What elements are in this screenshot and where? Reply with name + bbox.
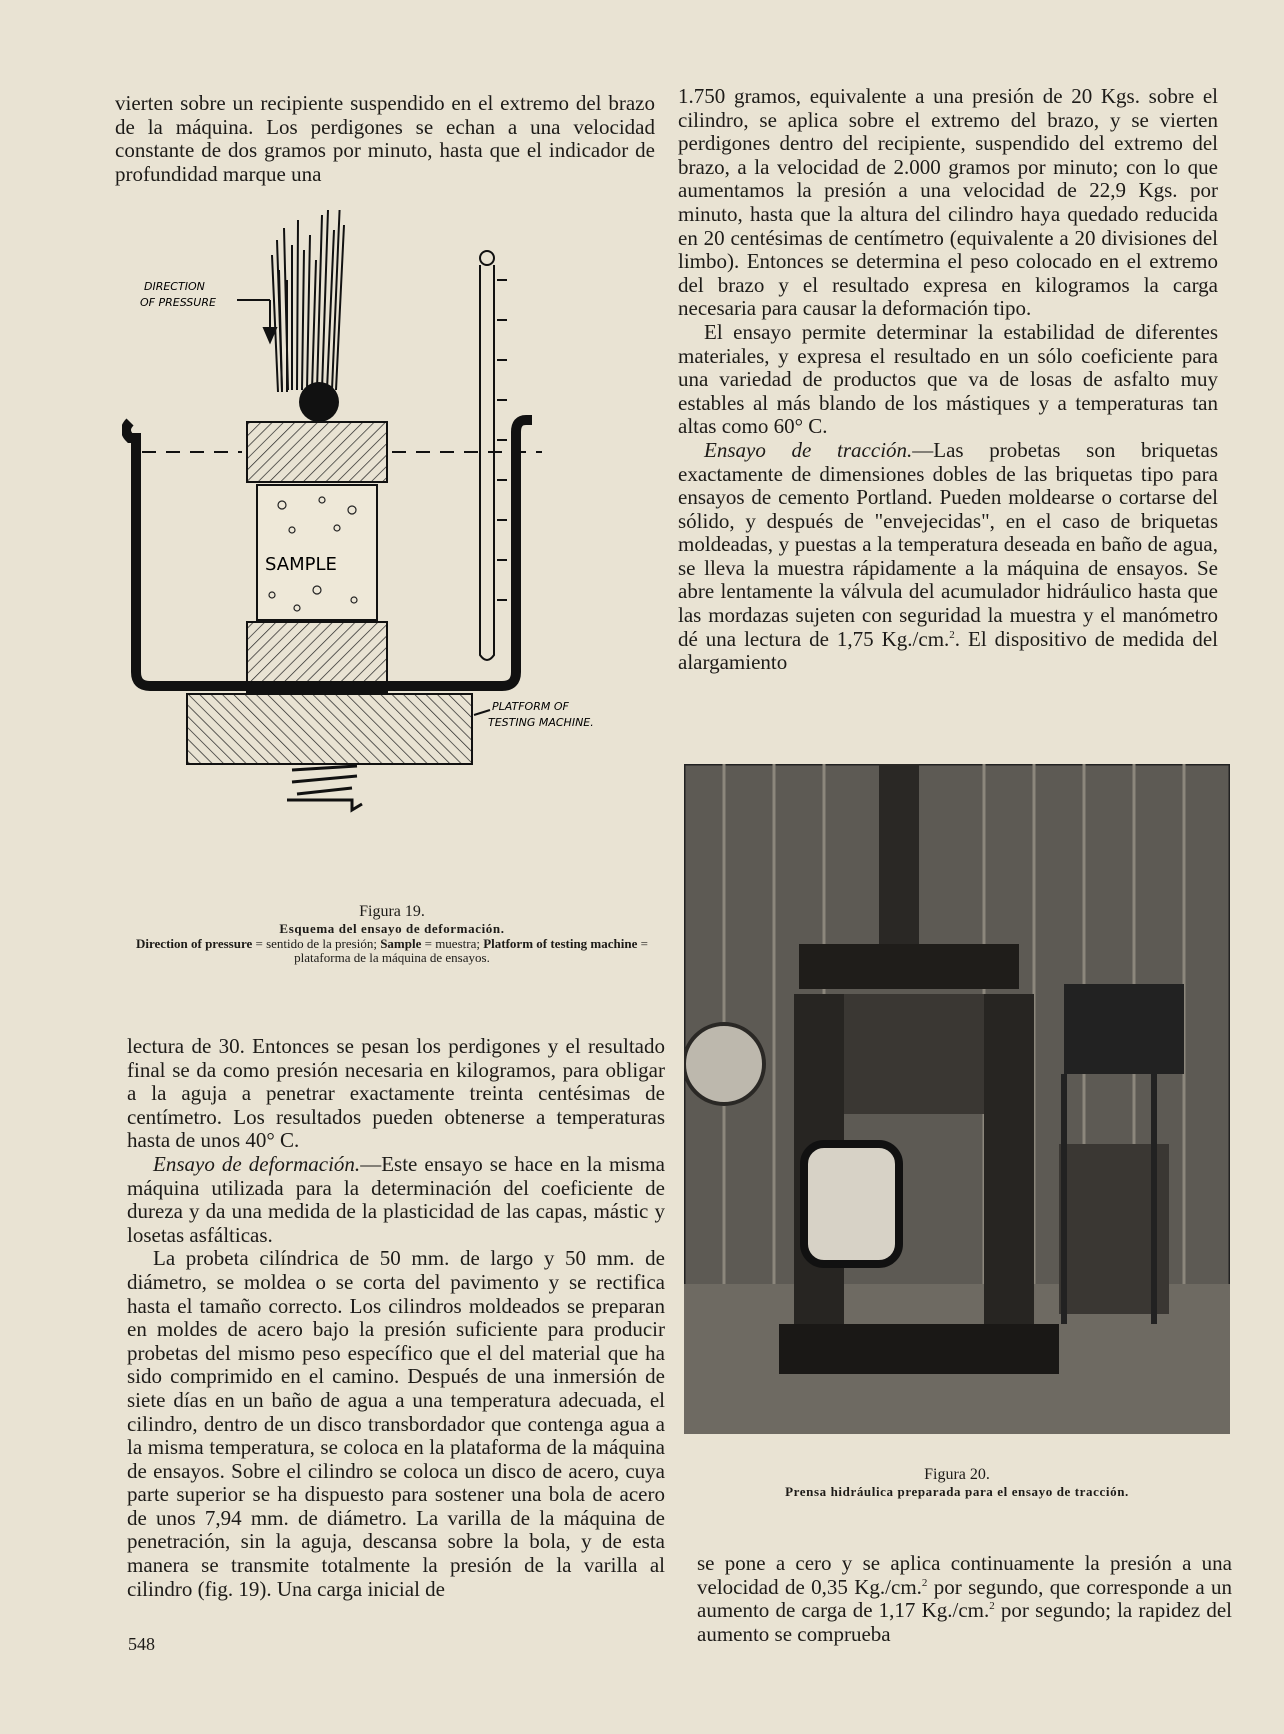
photo-pressure-gauge (684, 1024, 764, 1104)
section-heading: Ensayo de deformación. (153, 1151, 361, 1176)
photo-crosshead (799, 944, 1019, 989)
right-column-top-text (678, 85, 1218, 675)
photo-base (779, 1324, 1059, 1374)
label-platform-2: TESTING MACHINE. (488, 716, 594, 729)
left-column-bottom-text (127, 1035, 665, 1601)
label-direction-1: DIRECTION (144, 280, 205, 293)
figure-19-subtitle: Esquema del ensayo de deformación. (279, 921, 505, 936)
label-sample: SAMPLE (265, 554, 337, 575)
left-column-top-text (115, 92, 655, 186)
paragraph: El ensayo permite determinar la estabilidad de diferentes materiales, y expresa el resultado en un sólo coeficiente para una variedad de productos que va de losas de asfalto muy estables al más blando de los mástiques y a temperaturas tan altas como 60° C. (678, 319, 1218, 439)
photo-grip (804, 1144, 899, 1264)
thermometer-drawing (480, 251, 507, 660)
photo-recorder-box (1064, 984, 1184, 1074)
figure-19-caption (122, 903, 662, 965)
paragraph: Ensayo de tracción.—Las probetas son briquetas exactamente de dimensiones dobles de las briquetas tipo para ensayos de cemento Portland. Pueden moldearse o cortarse del sólido, y después de "envejecidas", en el caso de briquetas moldeadas, y puestas a la temperatura deseada en baño de agua, se lleva la muestra rápidamente a la máquina de ensayos. Se abre lentamente la válvula del acumulador hidráulico hasta que las mordazas sujeten con seguridad la muestra y el manómetro dé una lectura de 1,75 Kg./cm.$^2$. El dispositivo de medida del alargamiento (678, 437, 1218, 675)
figure-20-subtitle: Prensa hidráulica preparada para el ensayo de tracción. (785, 1484, 1129, 1499)
label-direction-2: OF PRESSURE (140, 296, 216, 309)
figure-19-legend: Direction of pressure = sentido de la presión; Sample = muestra; Platform of testing machine = plataforma de la máquina de ensayos. (136, 936, 648, 965)
direction-arrow (237, 300, 276, 342)
section-heading: Ensayo de tracción. (704, 437, 913, 462)
paragraph: lectura de 30. Entonces se pesan los perdigones y el resultado final se da como presión necesaria en kilogramos, para obligar a la aguja a penetrar exactamente treinta centésimas de centímetro. Los resultados pueden obtenerse a temperaturas hasta de unos 40° C. (127, 1034, 665, 1153)
platform-support (287, 766, 362, 810)
paragraph: La probeta cilíndrica de 50 mm. de largo y 50 mm. de diámetro, se moldea o se corta del pavimento y se rectifica hasta el tamaño correcto. Los cilindros moldeados se preparan en moldes de acero bajo la presión suficiente para producir probetas del mismo peso específico que el del material que ha sido comprimido en el camino. Después de una inmersión de siete días en un baño de agua a una temperatura adecuada, el cilindro, dentro de un disco transbordador que contenga agua a la misma temperatura, se coloca en la plataforma de la máquina de ensayos. Sobre el cilindro se coloca un disco de acero, cuya parte superior se ha dispuesto para sostener una bola de acero de unos 7,94 mm. de diámetro. La varilla de la máquina de penetración, sin la aguja, descansa sobre la bola, y de esta manera se transmite totalmente la presión de la varilla al cilindro (fig. 19). Una carga inicial de (127, 1246, 665, 1601)
page-number: 548 (128, 1634, 155, 1654)
steel-disc-top (247, 422, 387, 482)
photo-right-post (984, 994, 1034, 1334)
paragraph: se pone a cero y se aplica continuamente la presión a una velocidad de 0,35 Kg./cm.$^2$ por segundo, que corresponde a un aumento de carga de 1,17 Kg./cm.$^2$ por segundo; la rapidez del aumento se comprueba (697, 1551, 1233, 1646)
figure-19-title: Figura 19. (359, 903, 425, 920)
figure-19-diagram (122, 210, 682, 890)
label-platform-1: PLATFORM OF (492, 700, 569, 713)
steel-ball (299, 382, 339, 422)
sample-cylinder (257, 485, 377, 620)
platform (187, 694, 472, 764)
shot-pellets-drawing (272, 210, 344, 392)
paragraph: Ensayo de deformación.—Este ensayo se hace en la misma máquina utilizada para la determinación del coeficiente de dureza y da una medida de la plasticidad de las capas, mástic y losetas asfálticas. (127, 1151, 665, 1247)
paragraph: 1.750 gramos, equivalente a una presión de 20 Kgs. sobre el cilindro, se aplica sobre el extremo del brazo, y se vierten perdigones dentro del recipiente, suspendido del extremo del brazo, a la velocidad de 2.000 gramos por minuto; con lo que aumentamos la presión a una velocidad de 22,9 Kgs. por minuto, hasta que la altura del cilindro haya quedado reducida en 20 centésimas de centímetro (equivalente a 20 divisiones del limbo). Entonces se determina el peso colocado en el extremo del brazo y el resultado expresa en kilogramos la carga necesaria para causar la deformación tipo. (678, 84, 1218, 321)
right-column-bottom-text (697, 1552, 1232, 1646)
paragraph: vierten sobre un recipiente suspendido en el extremo del brazo de la máquina. Los perdigones se echan a una velocidad constante de dos gramos por minuto, hasta que el indicador de profundidad marque una (115, 91, 655, 186)
photo-column-screw (879, 764, 919, 974)
figure-20-title: Figura 20. (924, 1466, 990, 1483)
figure-20-caption (684, 1466, 1230, 1500)
figure-20-photo (684, 764, 1230, 1434)
